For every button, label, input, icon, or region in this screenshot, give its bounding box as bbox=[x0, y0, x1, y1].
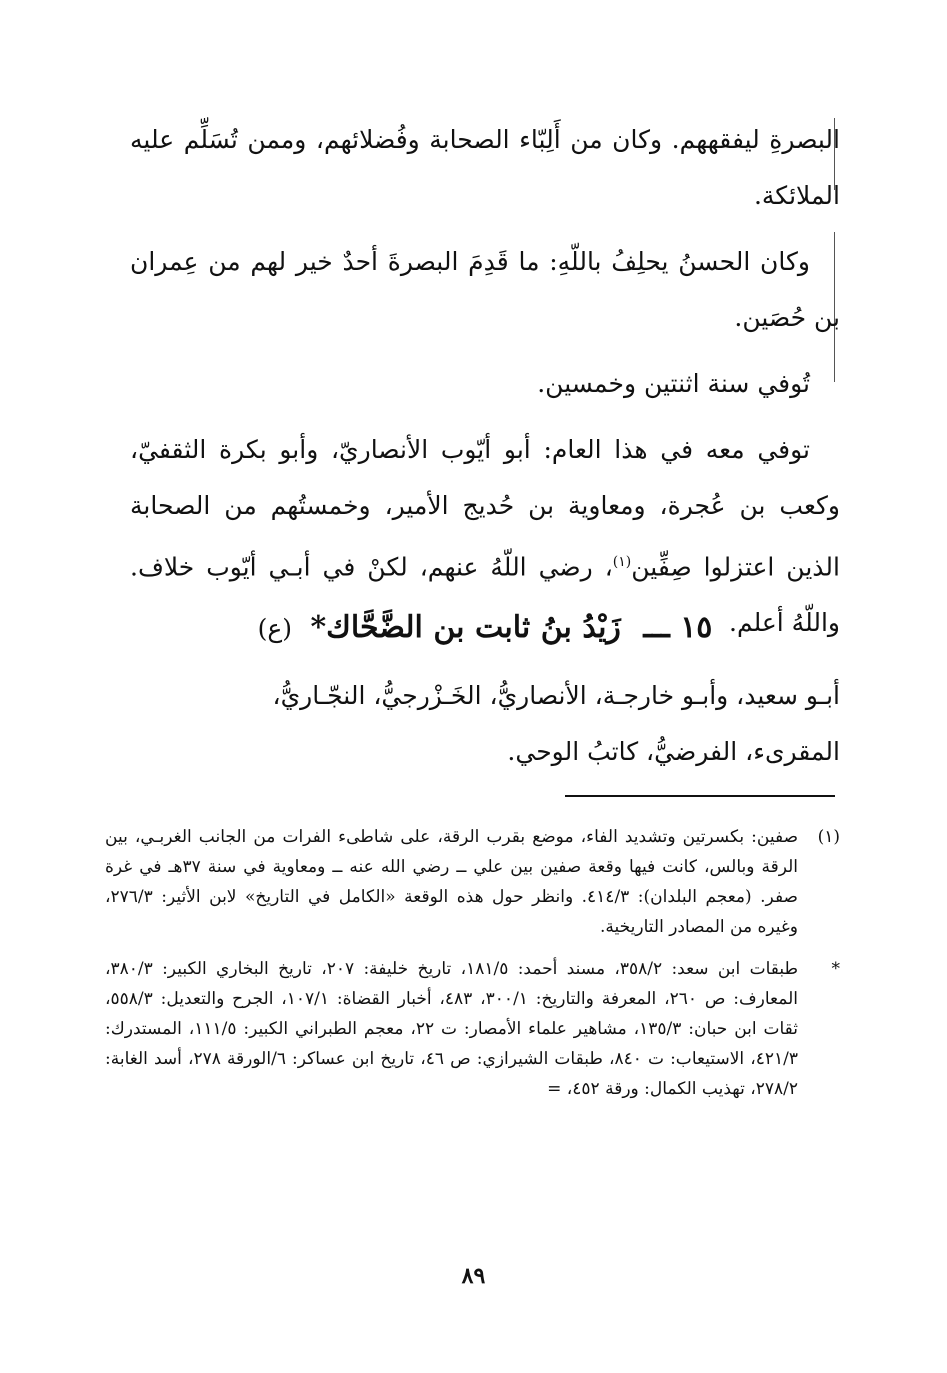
footnote-item bbox=[105, 954, 840, 1104]
kunya-line-1: أبـو سعيد، وأبـو خارجـة، الأنصاريُّ، الخَـزْرجيُّ، النجّـاريُّ، bbox=[272, 681, 840, 710]
footnote-item bbox=[105, 822, 840, 942]
entry-code: (ع) bbox=[257, 614, 293, 643]
footnote-divider bbox=[565, 795, 835, 797]
footnote-text: طبقات ابن سعد: ٣٥٨/٢، مسند أحمد: ١٨١/٥، تاريخ خليفة: ٢٠٧، تاريخ البخاري الكبير: ٣٨٠/٣، المعارف: ص ٢٦٠، المعرفة والتاريخ: ٣٠٠/١، ٤٨٣، أخبار القضاة: ١٠٧/١، الجرح والتعديل: ٥٥٨/٣، ثقات ابن حبان: ١٣٥/٣، مشاهير علماء الأمصار: ت ٢٢، معجم الطبراني الكبير: ١١١/٥، المستدرك: ٤٢١/٣، الاستيعاب: ت ٨٤٠، طبقات الشيرازي: ص ٤٦، تاريخ ابن عساكر: ٦/الورقة ٢٧٨، أسد الغابة: ٢٧٨/٢، تهذيب الكمال: ورقة ٤٥٢، = bbox=[105, 959, 799, 1099]
footnote-mark: (١) bbox=[817, 827, 840, 847]
paragraph-companions-text: توفي معه في هذا العام: أبو أيّوب الأنصاريّ، وأبو بكرة الثقفيّ، وكعب بن عُجرة، ومعاوية بن حُديج الأمير، وخمستُهم من الصحابة الذين اعتزلوا صِفِّين bbox=[130, 435, 840, 582]
footnote-ref-1[interactable]: (١) bbox=[612, 554, 632, 570]
footnote-text: صفين: بكسرتين وتشديد الفاء، موضع بقرب الرقة، على شاطىء الفرات من الجانب الغربـي، بين الرقة وبالس، كانت فيها وقعة صفين بين علي ــ رضي الله عنه ــ ومعاوية في سنة ٣٧هـ في غرة صفر. (معجم البلدان): ٤١٤/٣. وانظر حول هذه الوقعة «الكامل في التاريخ» لابن الأثير: ٢٧٦/٣، وغيره من المصادر التاريخية. bbox=[105, 827, 798, 937]
entry-number: ١٥ ـــ bbox=[643, 610, 713, 645]
kunya-line-2: المقرىء، الفرضيُّ، كاتبُ الوحي. bbox=[507, 737, 840, 766]
paragraph-death-year: تُوفي سنة اثنتين وخمسين. bbox=[537, 369, 810, 398]
footnote-mark: * bbox=[831, 959, 840, 979]
page-number: ٨٩ bbox=[461, 1263, 486, 1289]
footnotes bbox=[105, 822, 840, 1116]
main-text bbox=[130, 112, 840, 661]
paragraph-basra: البصرةِ ليفقههم. وكان من أَلِبّاء الصحابة وفُضلائهم، وممن تُسَلِّم عليه الملائكة. bbox=[130, 125, 840, 210]
entry-heading bbox=[130, 600, 840, 657]
entry-name: زَيْدُ بنُ ثابت بن الضَّحَّاك* bbox=[310, 610, 621, 645]
kunya-text bbox=[130, 668, 840, 780]
paragraph-hasan-oath: وكان الحسنُ يحلِفُ باللّهِ: ما قَدِمَ البصرةَ أحدٌ خير لهم من عِمران بن حُصَين. bbox=[130, 247, 840, 332]
paragraph-companions-tail: ، رضي اللّهُ عنهم، لكنْ في أبـي أيّوب خلاف. واللّهُ أعلم. bbox=[130, 552, 840, 638]
